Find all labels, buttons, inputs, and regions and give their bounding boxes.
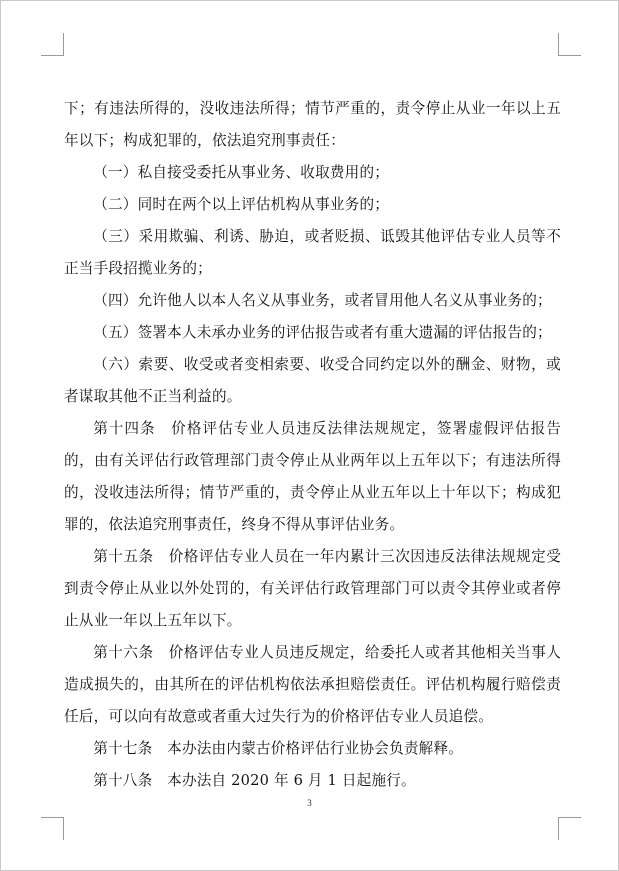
document-body [64,93,561,797]
crop-mark-top-left [41,33,64,56]
paragraph-article-15: 第十五条 价格评估专业人员在一年内累计三次因违反法律法规规定受到责令停止从业以外处罚的，有关评估行政管理部门可以责令其停业或者停止从业一年以上五年以下。 [64,548,561,629]
paragraph-item-5: （五）签署本人未承办业务的评估报告或者有重大遗漏的评估报告的； [93,324,552,341]
paragraph-item-2: （二）同时在两个以上评估机构从事业务的； [93,196,390,213]
paragraph-continuation: 下；有违法所得的，没收违法所得；情节严重的，责令停止从业一年以上五年以下；构成犯罪的，依法追究刑事责任： [64,100,561,149]
crop-mark-bottom-left [41,817,64,840]
paragraph-item-1: （一）私自接受委托从事业务、收取费用的； [93,164,390,181]
paragraph-item-3: （三）采用欺骗、利诱、胁迫，或者贬损、诋毁其他评估专业人员等不正当手段招揽业务的； [64,228,561,277]
paragraph-item-6: （六）索要、收受或者变相索要、收受合同约定以外的酬金、财物，或者谋取其他不正当利益的。 [64,356,561,405]
crop-mark-top-right [558,33,581,56]
crop-mark-bottom-right [558,817,581,840]
paragraph-article-14: 第十四条 价格评估专业人员违反法律法规规定，签署虚假评估报告的，由有关评估行政管理部门责令停止从业两年以上五年以下；有违法所得的，没收违法所得；情节严重的，责令停止从业五年以上十年以下；构成犯罪的，依法追究刑事责任，终身不得从事评估业务。 [64,420,561,533]
paragraph-article-17: 第十七条 本办法由内蒙古价格评估行业协会负责解释。 [93,740,464,757]
paragraph-article-16: 第十六条 价格评估专业人员违反规定，给委托人或者其他相关当事人造成损失的，由其所在的评估机构依法承担赔偿责任。评估机构履行赔偿责任后，可以向有故意或者重大过失行为的价格评估专业人员追偿。 [64,644,561,725]
paragraph-item-4: （四）允许他人以本人名义从事业务，或者冒用他人名义从事业务的； [93,292,552,309]
page-number: 3 [307,798,312,808]
paragraph-article-18: 第十八条 本办法自 2020 年 6 月 1 日起施行。 [93,772,416,789]
